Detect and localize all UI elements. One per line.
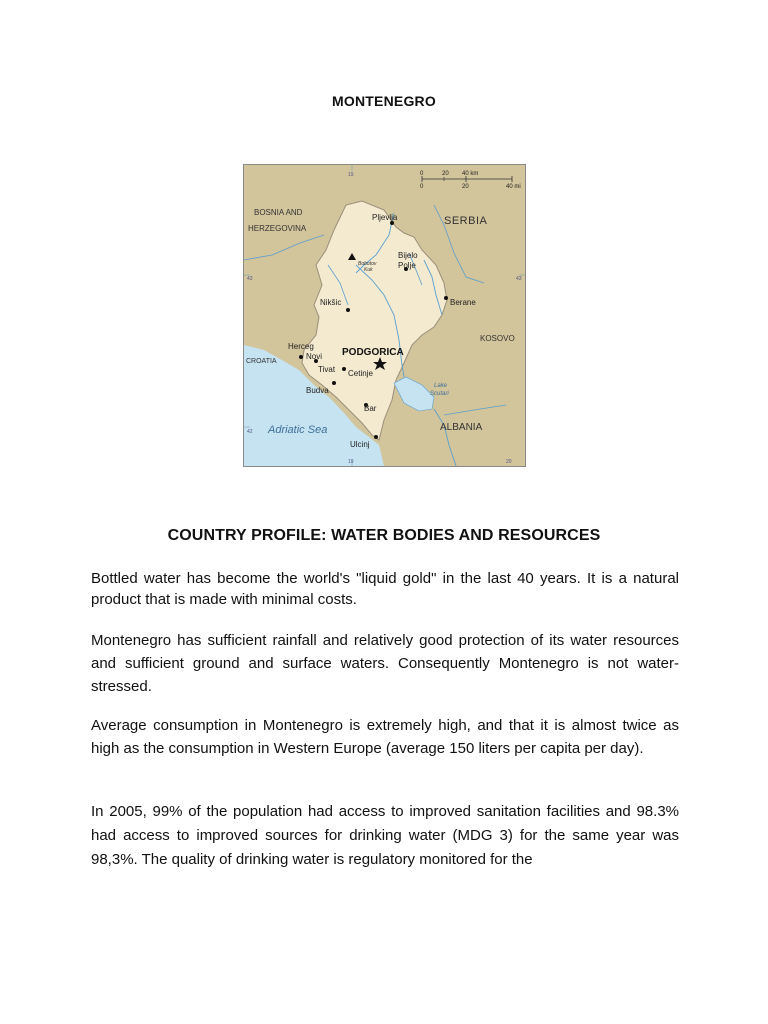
paragraph: Bottled water has become the world's "liquid gold" in the last 40 years. It is a natural product that is made with minimal costs.	[91, 570, 679, 608]
graticule-label: 19	[348, 459, 354, 465]
map-svg	[244, 165, 525, 466]
country-label: SERBIA	[444, 215, 488, 227]
country-label: ALBANIA	[440, 422, 483, 433]
scale-km-tick: 20	[442, 171, 449, 177]
city-label: Polje	[398, 261, 416, 270]
section-title: COUNTRY PROFILE: WATER BODIES AND RESOURCES	[167, 527, 601, 544]
lake-label: Lake	[434, 383, 448, 389]
montenegro-map	[243, 164, 526, 467]
peak-label: Kuk	[364, 267, 373, 273]
city-label: Bar	[364, 404, 377, 413]
city-label: Berane	[450, 298, 476, 307]
city-label: Tivat	[318, 365, 336, 374]
country-label: CROATIA	[246, 358, 277, 365]
lake-label: Scutari	[430, 391, 449, 397]
scale-mi-tick: 40 mi	[506, 184, 521, 190]
sea-label: Adriatic Sea	[268, 424, 328, 436]
city-label: Pljevlja	[372, 213, 398, 222]
paragraph: In 2005, 99% of the population had access to improved sanitation facilities and 98.3% had access to improved sources for drinking water (MDG 3) for the same year was 98,3%. The quality of drinking water is regulatory monitored for the	[91, 803, 679, 868]
graticule-label: 20	[506, 459, 512, 465]
scale-km-tick: 40 km	[462, 171, 479, 177]
city-label: Novi	[306, 352, 323, 361]
paragraph: Montenegro has sufficient rainfall and relatively good protection of its water resources and sufficient ground and surface waters. Consequently Montenegro is not water-stressed.	[91, 632, 679, 695]
city-label: Nikšic	[320, 298, 342, 307]
paragraph: Average consumption in Montenegro is extremely high, and that it is almost twice as high as the consumption in Western Europe (average 150 liters per capita per day).	[91, 717, 679, 757]
graticule-label: 43	[516, 276, 522, 282]
city-label: Bijelo	[398, 251, 418, 260]
document-title: MONTENEGRO	[332, 93, 436, 109]
peak-label: Bobotov	[358, 261, 377, 267]
graticule-label: 42	[247, 429, 253, 435]
scale-mi-tick: 20	[462, 184, 469, 190]
capital-label: PODGORICA	[342, 347, 404, 358]
country-label: BOSNIA AND	[254, 208, 303, 217]
graticule-label: 19	[348, 172, 354, 178]
graticule-label: 43	[247, 276, 253, 282]
city-label: Herceg	[288, 342, 314, 351]
scale-mi-tick: 0	[420, 184, 424, 190]
scale-km-tick: 0	[420, 171, 424, 177]
city-label: Ulcinj	[350, 440, 370, 449]
country-label: KOSOVO	[480, 334, 515, 343]
city-label: Cetinje	[348, 369, 373, 378]
country-label: HERZEGOVINA	[248, 224, 307, 233]
city-label: Budva	[306, 386, 329, 395]
